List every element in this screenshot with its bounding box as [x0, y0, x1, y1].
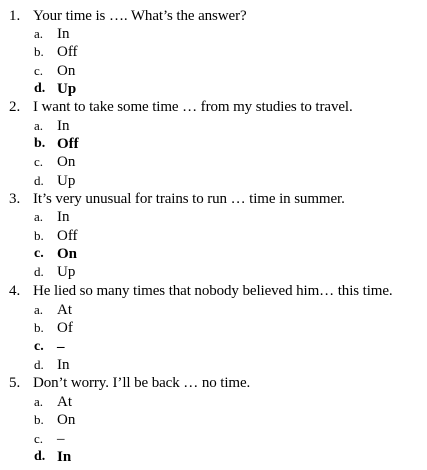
option-letter: c. — [34, 154, 44, 169]
question-number: 2. — [9, 99, 21, 115]
question-text: I want to take some time … from my studies to travel. — [33, 99, 353, 115]
option-letter: d. — [34, 449, 46, 464]
option-text: – — [57, 339, 65, 355]
option-letter: d. — [34, 173, 44, 188]
option-text: – — [57, 431, 65, 447]
option-text: In — [57, 449, 72, 465]
option-text: In — [57, 26, 70, 42]
option-text: On — [57, 63, 76, 79]
question-text: Don’t worry. I’ll be back … no time. — [33, 375, 251, 391]
option-text: Up — [57, 81, 77, 97]
option-letter: d. — [34, 264, 44, 279]
question-text: He lied so many times that nobody believed him… this time. — [33, 283, 393, 299]
option-letter: b. — [34, 228, 44, 243]
option-letter: a. — [34, 26, 44, 41]
option-text: Up — [57, 173, 76, 189]
option-text: On — [57, 154, 76, 170]
option-text: At — [57, 394, 72, 410]
question-number: 3. — [9, 191, 21, 207]
option-letter: a. — [34, 302, 44, 317]
option-letter: a. — [34, 209, 44, 224]
option-letter: c. — [34, 431, 44, 446]
option-letter: a. — [34, 118, 44, 133]
option-letter: c. — [34, 246, 44, 261]
option-text: On — [57, 412, 76, 428]
option-letter: b. — [34, 44, 44, 59]
option-text: Off — [57, 228, 78, 244]
option-letter: d. — [34, 357, 44, 372]
option-text: Of — [57, 320, 73, 336]
option-text: On — [57, 246, 78, 262]
option-text: Off — [57, 44, 78, 60]
question-number: 1. — [9, 8, 21, 24]
option-text: In — [57, 357, 70, 373]
option-text: In — [57, 118, 70, 134]
option-text: In — [57, 209, 70, 225]
option-text: Up — [57, 264, 76, 280]
option-letter: d. — [34, 81, 46, 96]
question-number: 4. — [9, 283, 21, 299]
option-text: At — [57, 302, 72, 318]
option-letter: c. — [34, 63, 44, 78]
option-letter: b. — [34, 412, 44, 427]
option-letter: b. — [34, 136, 46, 151]
option-text: Off — [57, 136, 79, 152]
option-letter: a. — [34, 394, 44, 409]
question-text: Your time is …. What’s the answer? — [33, 8, 247, 24]
question-number: 5. — [9, 375, 21, 391]
option-letter: b. — [34, 320, 44, 335]
option-letter: c. — [34, 339, 44, 354]
question-text: It’s very unusual for trains to run … time in summer. — [33, 191, 345, 207]
